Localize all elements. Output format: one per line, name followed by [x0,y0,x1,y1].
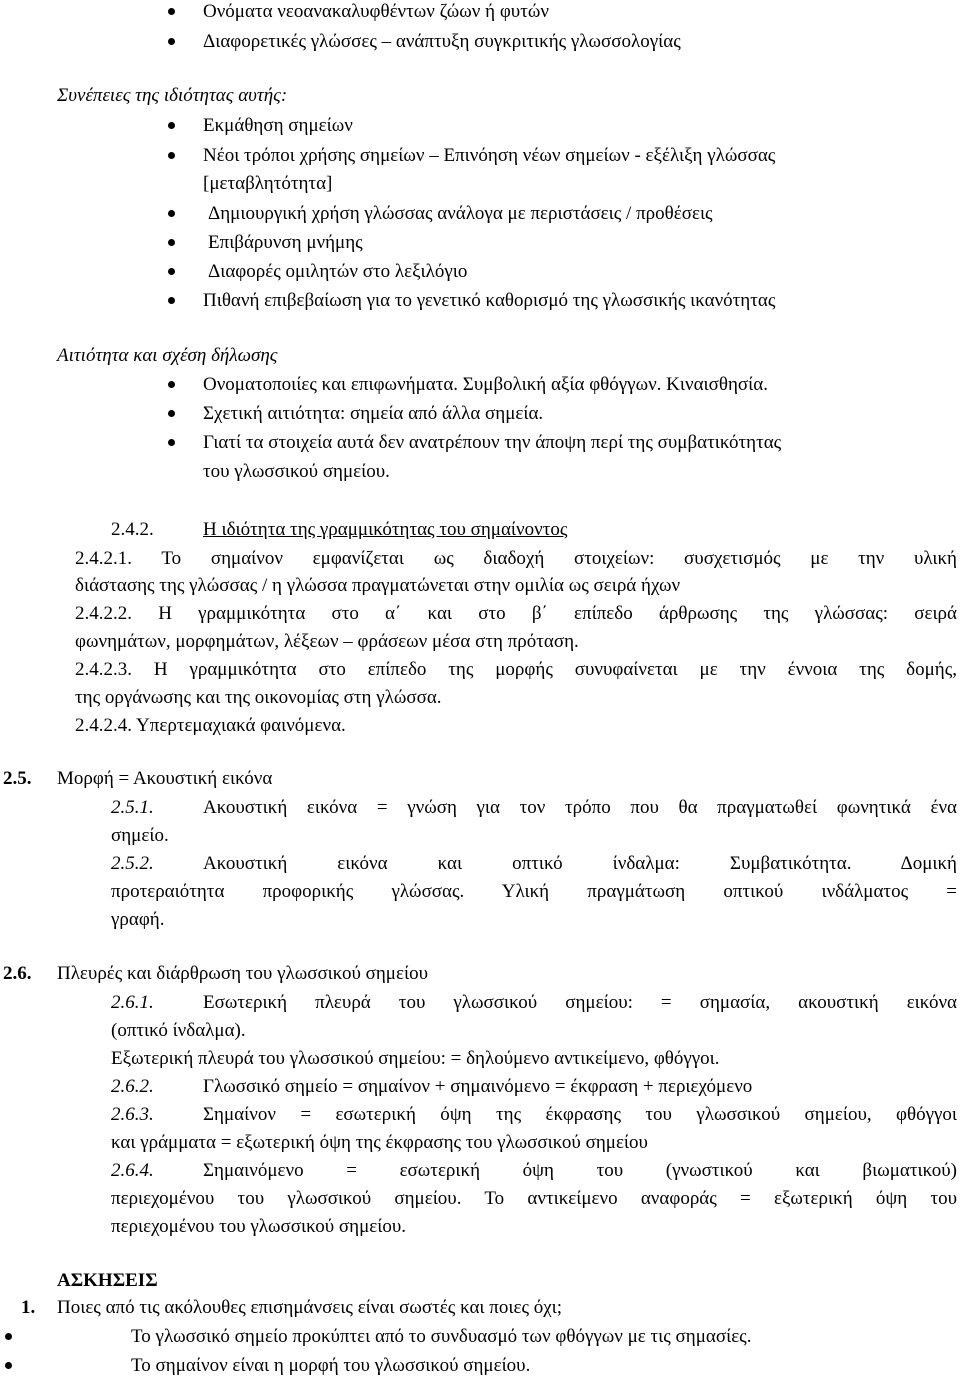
paragraph-line: Ακουστική εικόνα = γνώση για τον τρόπο που θα πραγματωθεί φωνητικά ένα [203,797,957,818]
subsection-number: 2.6.3. [111,1104,154,1125]
paragraph-line: Γλωσσικό σημείο = σημαίνον + σημαινόμενο = έκφραση + περιεχόμενο [203,1076,753,1097]
paragraph-line: της οργάνωσης και της οικονομίας στη γλώσσα. [75,687,442,708]
section-heading: Συνέπειες της ιδιότητας αυτής: [57,85,288,106]
exercises-heading: ΑΣΚΗΣΕΙΣ [57,1270,158,1291]
list-item: Σχετική αιτιότητα: σημεία από άλλα σημεία. [203,403,544,424]
bullet-icon [168,152,175,159]
list-item-continuation: του γλωσσικού σημείου. [203,461,390,482]
bullet-icon [168,381,175,388]
paragraph-line: Σημαινόμενο = εσωτερική όψη του (γνωστικού και βιωματικού) [203,1160,957,1181]
bullet-icon [168,297,175,304]
paragraph-line: 2.4.2.1. Το σημαίνον εμφανίζεται ως διαδοχή στοιχείων: συσχετισμός με την υλική [75,548,957,569]
paragraph-line: (οπτικό ίνδαλμα). [111,1020,246,1041]
section-heading: Αιτιότητα και σχέση δήλωσης [57,345,278,366]
paragraph-line: 2.4.2.3. Η γραμμικότητα στο επίπεδο της μορφής συνυφαίνεται με την έννοια της δομής, [75,659,957,680]
paragraph-line: και γράμματα = εξωτερική όψη της έκφρασης του γλωσσικού σημείου [111,1132,648,1153]
question-text: Ποιες από τις ακόλουθες επισημάνσεις είναι σωστές και ποιες όχι; [57,1297,563,1318]
list-item-continuation: [μεταβλητότητα] [203,173,333,194]
subsection-number: 2.5.2. [111,853,154,874]
bullet-icon [168,410,175,417]
list-item: Πιθανή επιβεβαίωση για το γενετικό καθορισμό της γλωσσικής ικανότητας [203,290,776,311]
paragraph-line: Εξωτερική πλευρά του γλωσσικού σημείου: = δηλούμενο αντικείμενο, φθόγγοι. [111,1048,720,1069]
list-item: Δημιουργική χρήση γλώσσας ανάλογα με περιστάσεις / προθέσεις [208,203,713,224]
list-item: Γιατί τα στοιχεία αυτά δεν ανατρέπουν την άποψη περί της συμβατικότητας [203,432,782,453]
bullet-icon [168,439,175,446]
paragraph-line: Σημαίνον = εσωτερική όψη της έκφρασης του γλωσσικού σημείου, φθόγγοι [203,1104,957,1125]
list-item: Επιβάρυνση μνήμης [208,232,363,253]
bullet-icon [168,122,175,129]
section-title: Μορφή = Ακουστική εικόνα [57,768,273,789]
paragraph-line: 2.4.2.2. Η γραμμικότητα στο α΄ και στο β΄ επίπεδο άρθρωσης της γλώσσας: σειρά [75,603,957,624]
paragraph-line: προτεραιότητα προφορικής γλώσσας. Υλική πραγμάτωση οπτικού ινδάλματος = [111,881,957,902]
bullet-icon [168,239,175,246]
list-item: Το σημαίνον είναι η μορφή του γλωσσικού σημείου. [131,1355,531,1376]
paragraph-line: περιεχομένου του γλωσσικού σημείου. Το αντικείμενο αναφοράς = εξωτερική όψη του [111,1188,957,1209]
list-item: Νέοι τρόποι χρήσης σημείων – Επινόηση νέων σημείων - εξέλιξη γλώσσας [203,145,776,166]
section-number: 2.6. [3,963,32,984]
section-title: Πλευρές και διάρθρωση του γλωσσικού σημείου [57,963,428,984]
subsection-number: 2.6.4. [111,1160,154,1181]
bullet-icon [5,1362,12,1369]
section-number: 2.4.2. [111,519,154,540]
paragraph-line: Εσωτερική πλευρά του γλωσσικού σημείου: = σημασία, ακουστική εικόνα [203,992,957,1013]
subsection-number: 2.6.2. [111,1076,154,1097]
bullet-icon [5,1333,12,1340]
subsection-number: 2.5.1. [111,797,154,818]
section-number: 2.5. [3,768,32,789]
list-item: Ονοματοποιίες και επιφωνήματα. Συμβολική αξία φθόγγων. Κιναισθησία. [203,374,768,395]
bullet-icon [168,38,175,45]
paragraph-line: γραφή. [111,909,165,930]
bullet-icon [168,268,175,275]
list-item: Διαφορετικές γλώσσες – ανάπτυξη συγκριτικής γλωσσολογίας [203,31,681,52]
section-title: Η ιδιότητα της γραμμικότητας του σημαίνοντος [203,519,568,540]
list-item: Ονόματα νεοανακαλυφθέντων ζώων ή φυτών [203,1,549,22]
bullet-icon [168,210,175,217]
list-item: Εκμάθηση σημείων [203,115,353,136]
list-item: Το γλωσσικό σημείο προκύπτει από το συνδυασμό των φθόγγων με τις σημασίες. [131,1326,752,1347]
question-number: 1. [21,1297,36,1318]
paragraph-line: Ακουστική εικόνα και οπτικό ίνδαλμα: Συμβατικότητα. Δομική [203,853,957,874]
paragraph-line: 2.4.2.4. Υπερτεμαχιακά φαινόμενα. [75,715,346,736]
paragraph-line: περιεχομένου του γλωσσικού σημείου. [111,1216,407,1237]
paragraph-line: διάστασης της γλώσσας / η γλώσσα πραγματώνεται στην ομιλία ως σειρά ήχων [75,575,681,596]
subsection-number: 2.6.1. [111,992,154,1013]
bullet-icon [168,8,175,15]
list-item: Διαφορές ομιλητών στο λεξιλόγιο [208,261,468,282]
paragraph-line: φωνημάτων, μορφημάτων, λέξεων – φράσεων μέσα στη πρόταση. [75,631,579,652]
paragraph-line: σημείο. [111,825,169,846]
